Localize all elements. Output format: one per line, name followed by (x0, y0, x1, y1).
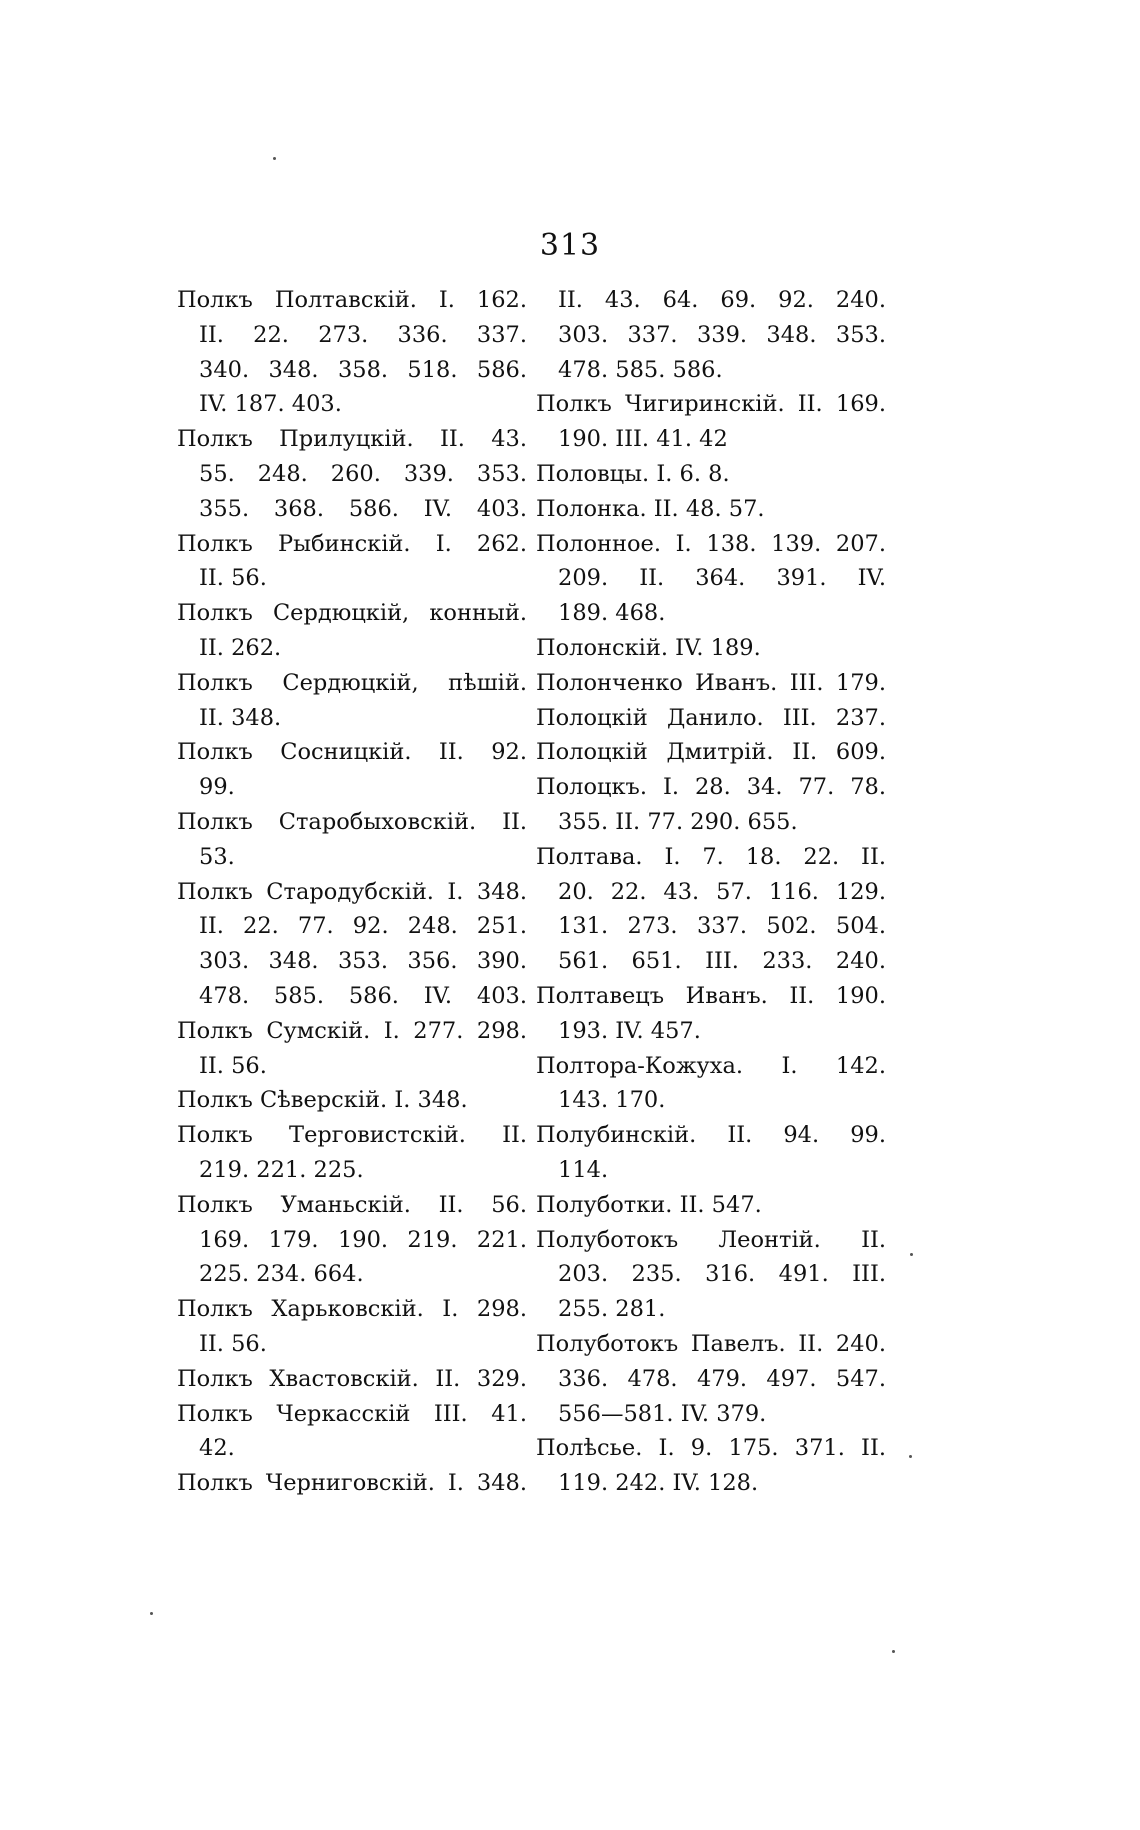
index-entry-continuation: 355. II. 77. 290. 655. (558, 808, 798, 835)
index-entry: Полкъ Терговистскій. II. (177, 1122, 527, 1149)
index-entry: Полонченко Иванъ. III. 179. (536, 669, 886, 696)
index-entry: Полонка. II. 48. 57. (536, 495, 765, 522)
index-entry: Полтавецъ Иванъ. II. 190. (536, 982, 886, 1009)
index-entry: Полкъ Черниговскій. I. 348. (177, 1470, 527, 1497)
index-entry-continuation: II. 348. (199, 704, 282, 731)
index-entry-continuation: 99. (199, 774, 235, 801)
index-entry-continuation: II. 262. (199, 634, 282, 661)
index-entry-continuation: 169. 179. 190. 219. 221. (199, 1226, 527, 1253)
index-entry-continuation: 114. (558, 1156, 609, 1183)
index-entry-continuation: 336. 478. 479. 497. 547. (558, 1365, 886, 1392)
scan-speck (273, 157, 276, 160)
index-entry: Полѣсье. I. 9. 175. 371. II. (536, 1435, 886, 1462)
index-entry-continuation: 42. (199, 1435, 235, 1462)
index-entry: Полкъ Уманьскій. II. 56. (177, 1191, 527, 1218)
index-entry-continuation: 119. 242. IV. 128. (558, 1470, 759, 1497)
index-entry: Полкъ Сердюцкій, конный. (177, 600, 527, 627)
index-entry-continuation: II. 56. (199, 1052, 267, 1079)
scan-speck (909, 1455, 912, 1458)
index-entry-continuation: 209. II. 364. 391. IV. (558, 565, 886, 592)
scan-speck (150, 1612, 153, 1615)
index-entry-continuation: 556—581. IV. 379. (558, 1400, 767, 1427)
index-entry: Полкъ Рыбинскій. I. 262. (177, 530, 527, 557)
index-entry-continuation: 55. 248. 260. 339. 353. (199, 460, 527, 487)
index-entry: Полоцкій Данило. III. 237. (536, 704, 886, 731)
index-entry-continuation: IV. 187. 403. (199, 391, 342, 418)
index-entry: Полуботокъ Леонтій. II. (536, 1226, 886, 1253)
index-entry: Полуботки. II. 547. (536, 1191, 762, 1218)
index-entry-continuation: 255. 281. (558, 1296, 666, 1323)
index-entry-continuation: 143. 170. (558, 1087, 666, 1114)
index-entry-continuation: II. 56. (199, 1330, 267, 1357)
index-entry: Полкъ Харьковскій. I. 298. (177, 1296, 527, 1323)
index-entry-continuation: 53. (199, 843, 235, 870)
index-entry-continuation: II. 22. 77. 92. 248. 251. (199, 913, 527, 940)
index-entry: Полуботокъ Павелъ. II. 240. (536, 1330, 886, 1357)
index-entry: Полкъ Сумскій. I. 277. 298. (177, 1017, 527, 1044)
index-entry-continuation: II. 56. (199, 565, 267, 592)
scan-speck (892, 1650, 895, 1653)
index-entry-continuation: 225. 234. 664. (199, 1261, 364, 1288)
scan-speck (910, 1253, 913, 1256)
index-entry-continuation: 561. 651. III. 233. 240. (558, 948, 886, 975)
index-entry-continuation: 203. 235. 316. 491. III. (558, 1261, 886, 1288)
index-entry-continuation: 303. 337. 339. 348. 353. (558, 321, 886, 348)
index-entry: Полубинскій. II. 94. 99. (536, 1122, 886, 1149)
index-entry: Полкъ Сѣверскій. I. 348. (177, 1087, 468, 1114)
index-entry: Полкъ Прилуцкій. II. 43. (177, 426, 527, 453)
index-column-right (536, 283, 886, 1501)
index-entry-continuation: 219. 221. 225. (199, 1156, 364, 1183)
index-entry-continuation: 478. 585. 586. IV. 403. (199, 982, 527, 1009)
index-entry-continuation: 131. 273. 337. 502. 504. (558, 913, 886, 940)
index-entry-continuation: 355. 368. 586. IV. 403. (199, 495, 527, 522)
index-entry: Полтора-Кожуха. I. 142. (536, 1052, 886, 1079)
index-entry-continuation: 340. 348. 358. 518. 586. (199, 356, 527, 383)
index-entry-continuation: 189. 468. (558, 600, 666, 627)
index-entry-continuation: II. 22. 273. 336. 337. (199, 321, 527, 348)
index-entry-continuation: 478. 585. 586. (558, 356, 723, 383)
index-entry: Половцы. I. 6. 8. (536, 460, 730, 487)
index-entry: Полкъ Черкасскій III. 41. (177, 1400, 527, 1427)
index-entry: Полкъ Сосницкій. II. 92. (177, 739, 527, 766)
index-entry: Полкъ Чигиринскій. II. 169. (536, 391, 886, 418)
index-entry: Полкъ Хвастовскій. II. 329. (177, 1365, 527, 1392)
index-entry: Полоцкій Дмитрій. II. 609. (536, 739, 886, 766)
index-entry-continuation: 303. 348. 353. 356. 390. (199, 948, 527, 975)
index-entry: Полонное. I. 138. 139. 207. (536, 530, 886, 557)
index-entry-continuation: II. 43. 64. 69. 92. 240. (558, 287, 886, 313)
index-entry: Полкъ Стародубскій. I. 348. (177, 878, 527, 905)
index-entry: Полоцкъ. I. 28. 34. 77. 78. (536, 774, 886, 801)
index-entry: Полонскій. IV. 189. (536, 634, 761, 661)
page-number: 313 (539, 228, 601, 263)
index-entry: Полкъ Полтавскій. I. 162. (177, 287, 527, 313)
index-entry-continuation: 20. 22. 43. 57. 116. 129. (558, 878, 886, 905)
index-entry: Полтава. I. 7. 18. 22. II. (536, 843, 886, 870)
index-entry-continuation: 193. IV. 457. (558, 1017, 701, 1044)
index-column-left (177, 283, 527, 1501)
index-entry: Полкъ Сердюцкій, пѣшій. (177, 669, 527, 696)
index-entry-continuation: 190. III. 41. 42 (558, 426, 728, 453)
index-entry: Полкъ Старобыховскій. II. (177, 808, 527, 835)
